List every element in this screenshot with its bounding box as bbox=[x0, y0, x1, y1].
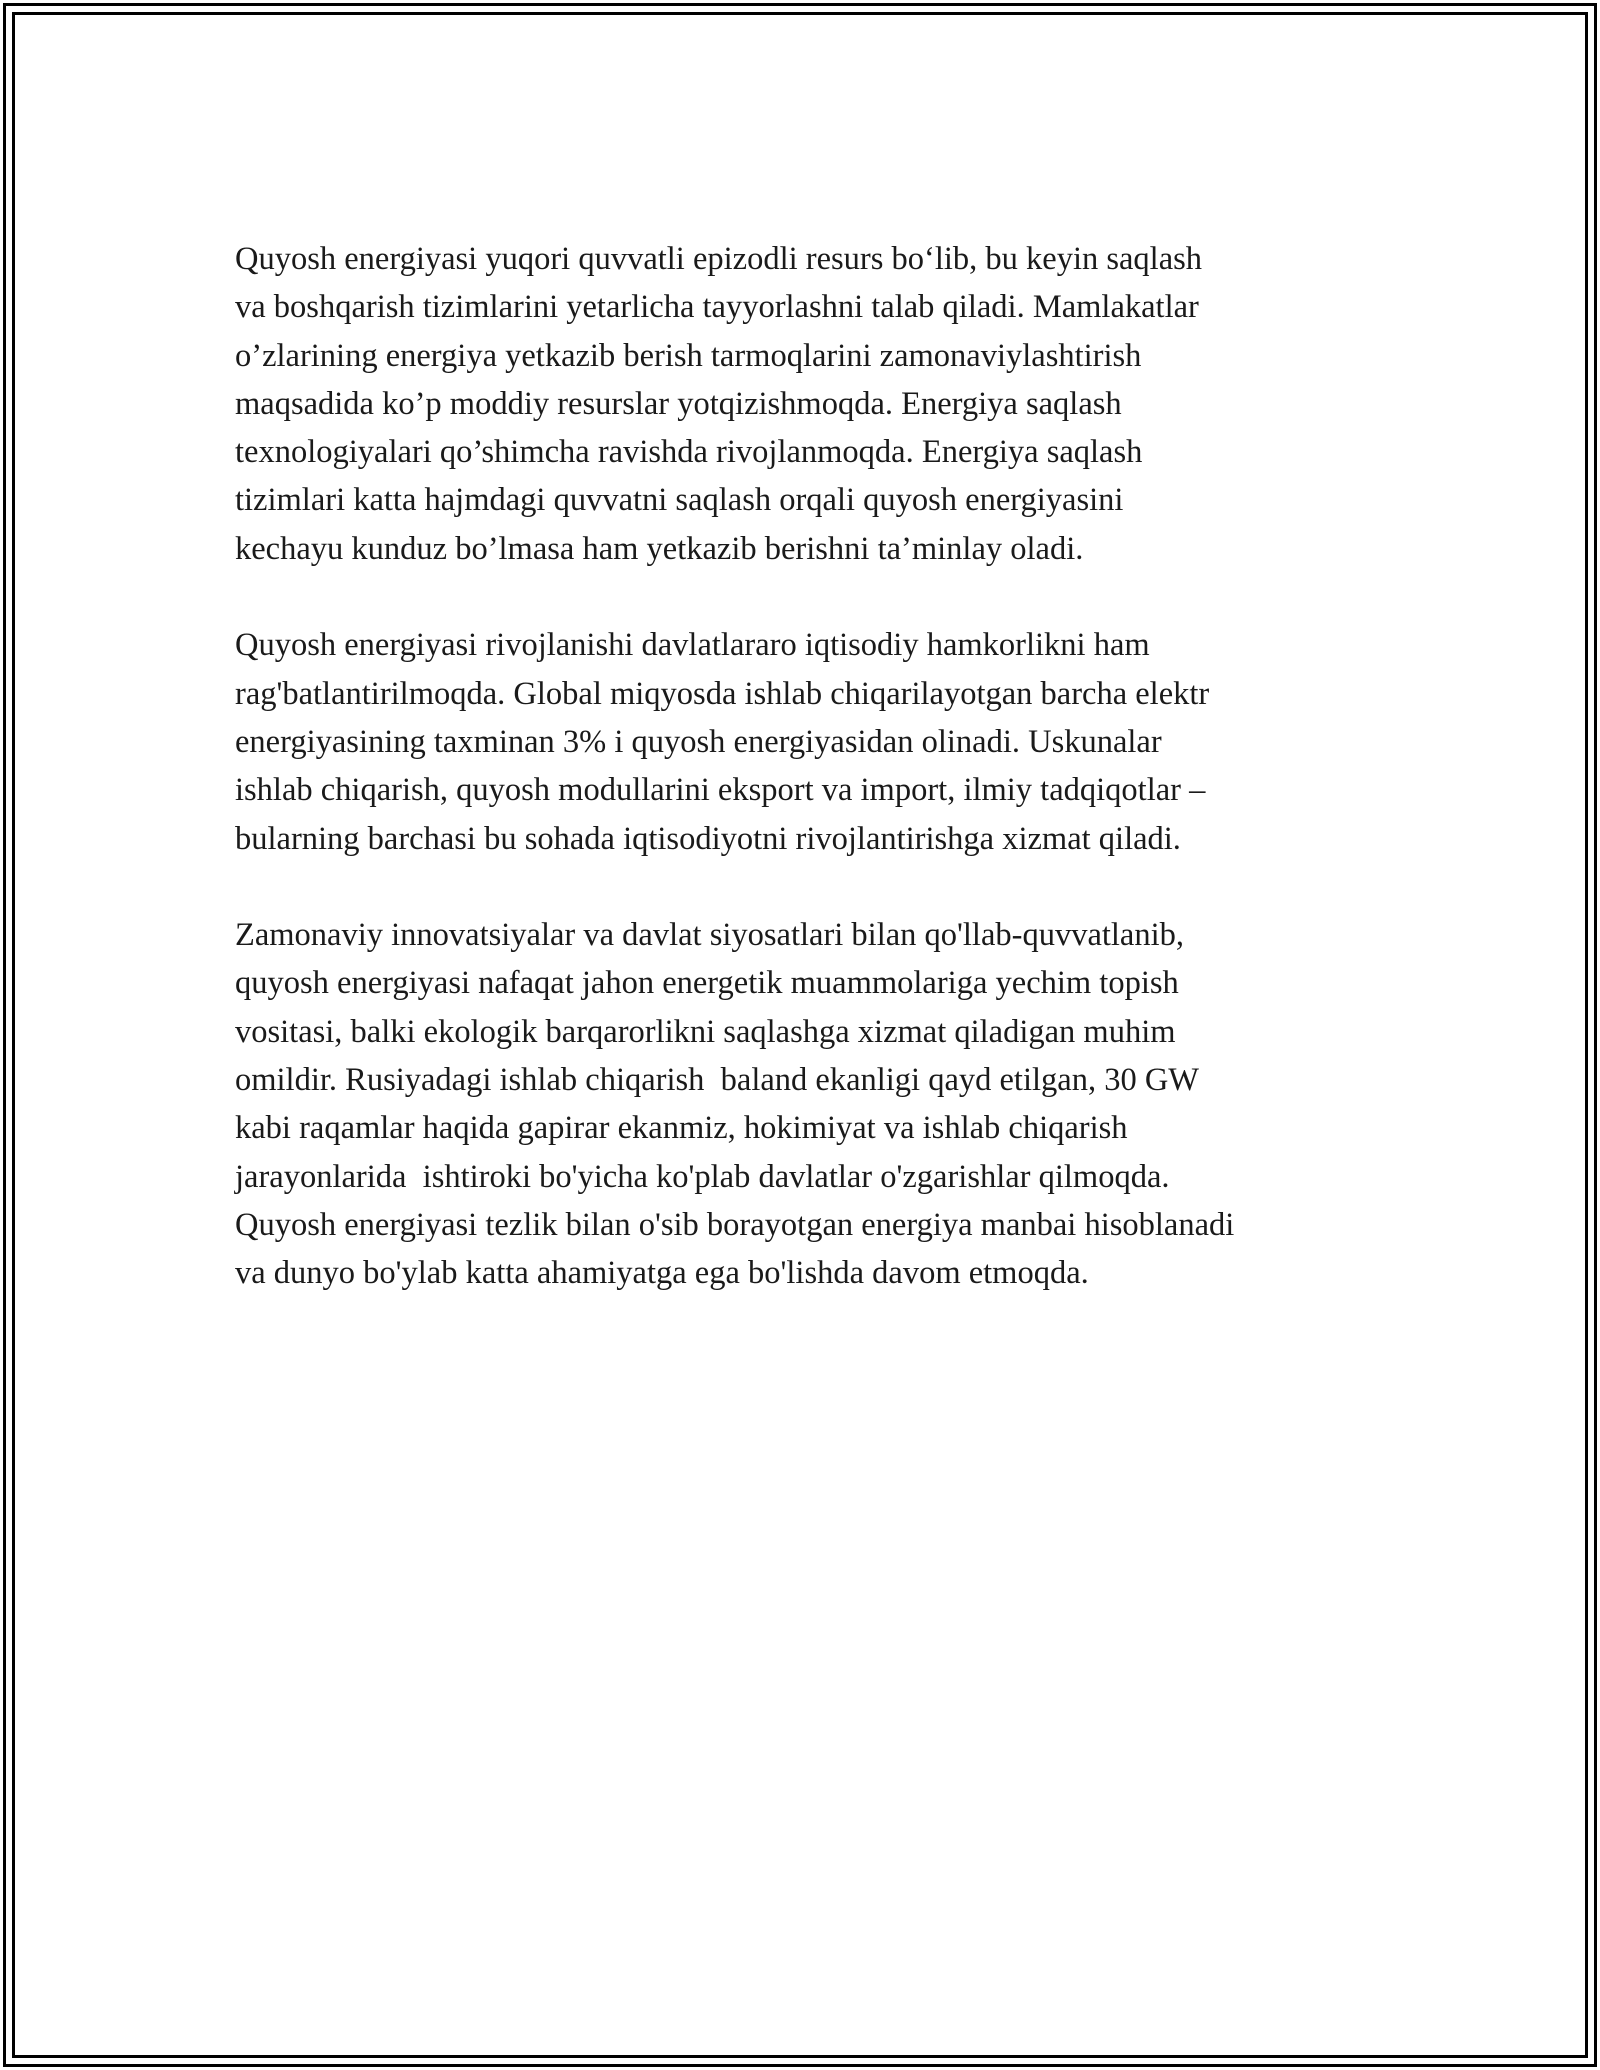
text-line: texnologiyalari qo’shimcha ravishda rivojlanmoqda. Energiya saqlash bbox=[235, 434, 1143, 471]
text-line: bularning barchasi bu sohada iqtisodiyotni rivojlantirishga xizmat qiladi. bbox=[235, 820, 1181, 857]
text-line: jarayonlarida ishtiroki bo'yicha ko'plab davlatlar o'zgarishlar qilmoqda. bbox=[235, 1158, 1170, 1195]
text-line: va boshqarish tizimlarini yetarlicha tayyorlashni talab qiladi. Mamlakatlar bbox=[235, 289, 1199, 326]
text-line: Quyosh energiyasi tezlik bilan o'sib borayotgan energiya manbai hisoblanadi bbox=[235, 1206, 1235, 1243]
text-line: kechayu kunduz bo’lmasa ham yetkazib berishni ta’minlay oladi. bbox=[235, 530, 1084, 567]
text-line: va dunyo bo'ylab katta ahamiyatga ega bo'lishda davom etmoqda. bbox=[235, 1255, 1089, 1292]
paragraph-2 bbox=[235, 621, 1395, 862]
paragraph-1 bbox=[235, 235, 1395, 573]
text-line: ishlab chiqarish, quyosh modullarini eksport va import, ilmiy tadqiqotlar – bbox=[235, 772, 1206, 809]
paragraph-3 bbox=[235, 911, 1395, 1297]
text-line: tizimlari katta hajmdagi quvvatni saqlash orqali quyosh energiyasini bbox=[235, 482, 1124, 519]
text-line: Zamonaviy innovatsiyalar va davlat siyosatlari bilan qo'llab-quvvatlanib, bbox=[235, 917, 1185, 954]
text-line: vositasi, balki ekologik barqarorlikni saqlashga xizmat qiladigan muhim bbox=[235, 1013, 1176, 1050]
text-line: energiyasining taxminan 3% i quyosh energiyasidan olinadi. Uskunalar bbox=[235, 723, 1162, 760]
text-line: Quyosh energiyasi rivojlanishi davlatlararo iqtisodiy hamkorlikni ham bbox=[235, 627, 1150, 664]
text-line: rag'batlantirilmoqda. Global miqyosda ishlab chiqarilayotgan barcha elektr bbox=[235, 675, 1210, 712]
text-line: o’zlarining energiya yetkazib berish tarmoqlarini zamonaviylashtirish bbox=[235, 337, 1142, 374]
text-line: omildir. Rusiyadagi ishlab chiqarish baland ekanligi qayd etilgan, 30 GW bbox=[235, 1062, 1199, 1099]
text-line: maqsadida ko’p moddiy resurslar yotqizishmoqda. Energiya saqlash bbox=[235, 385, 1122, 422]
text-line: quyosh energiyasi nafaqat jahon energetik muammolariga yechim topish bbox=[235, 965, 1179, 1002]
text-line: kabi raqamlar haqida gapirar ekanmiz, hokimiyat va ishlab chiqarish bbox=[235, 1110, 1128, 1147]
text-line: Quyosh energiyasi yuqori quvvatli epizodli resurs bo‘lib, bu keyin saqlash bbox=[235, 241, 1203, 277]
document-body bbox=[235, 235, 1395, 1346]
